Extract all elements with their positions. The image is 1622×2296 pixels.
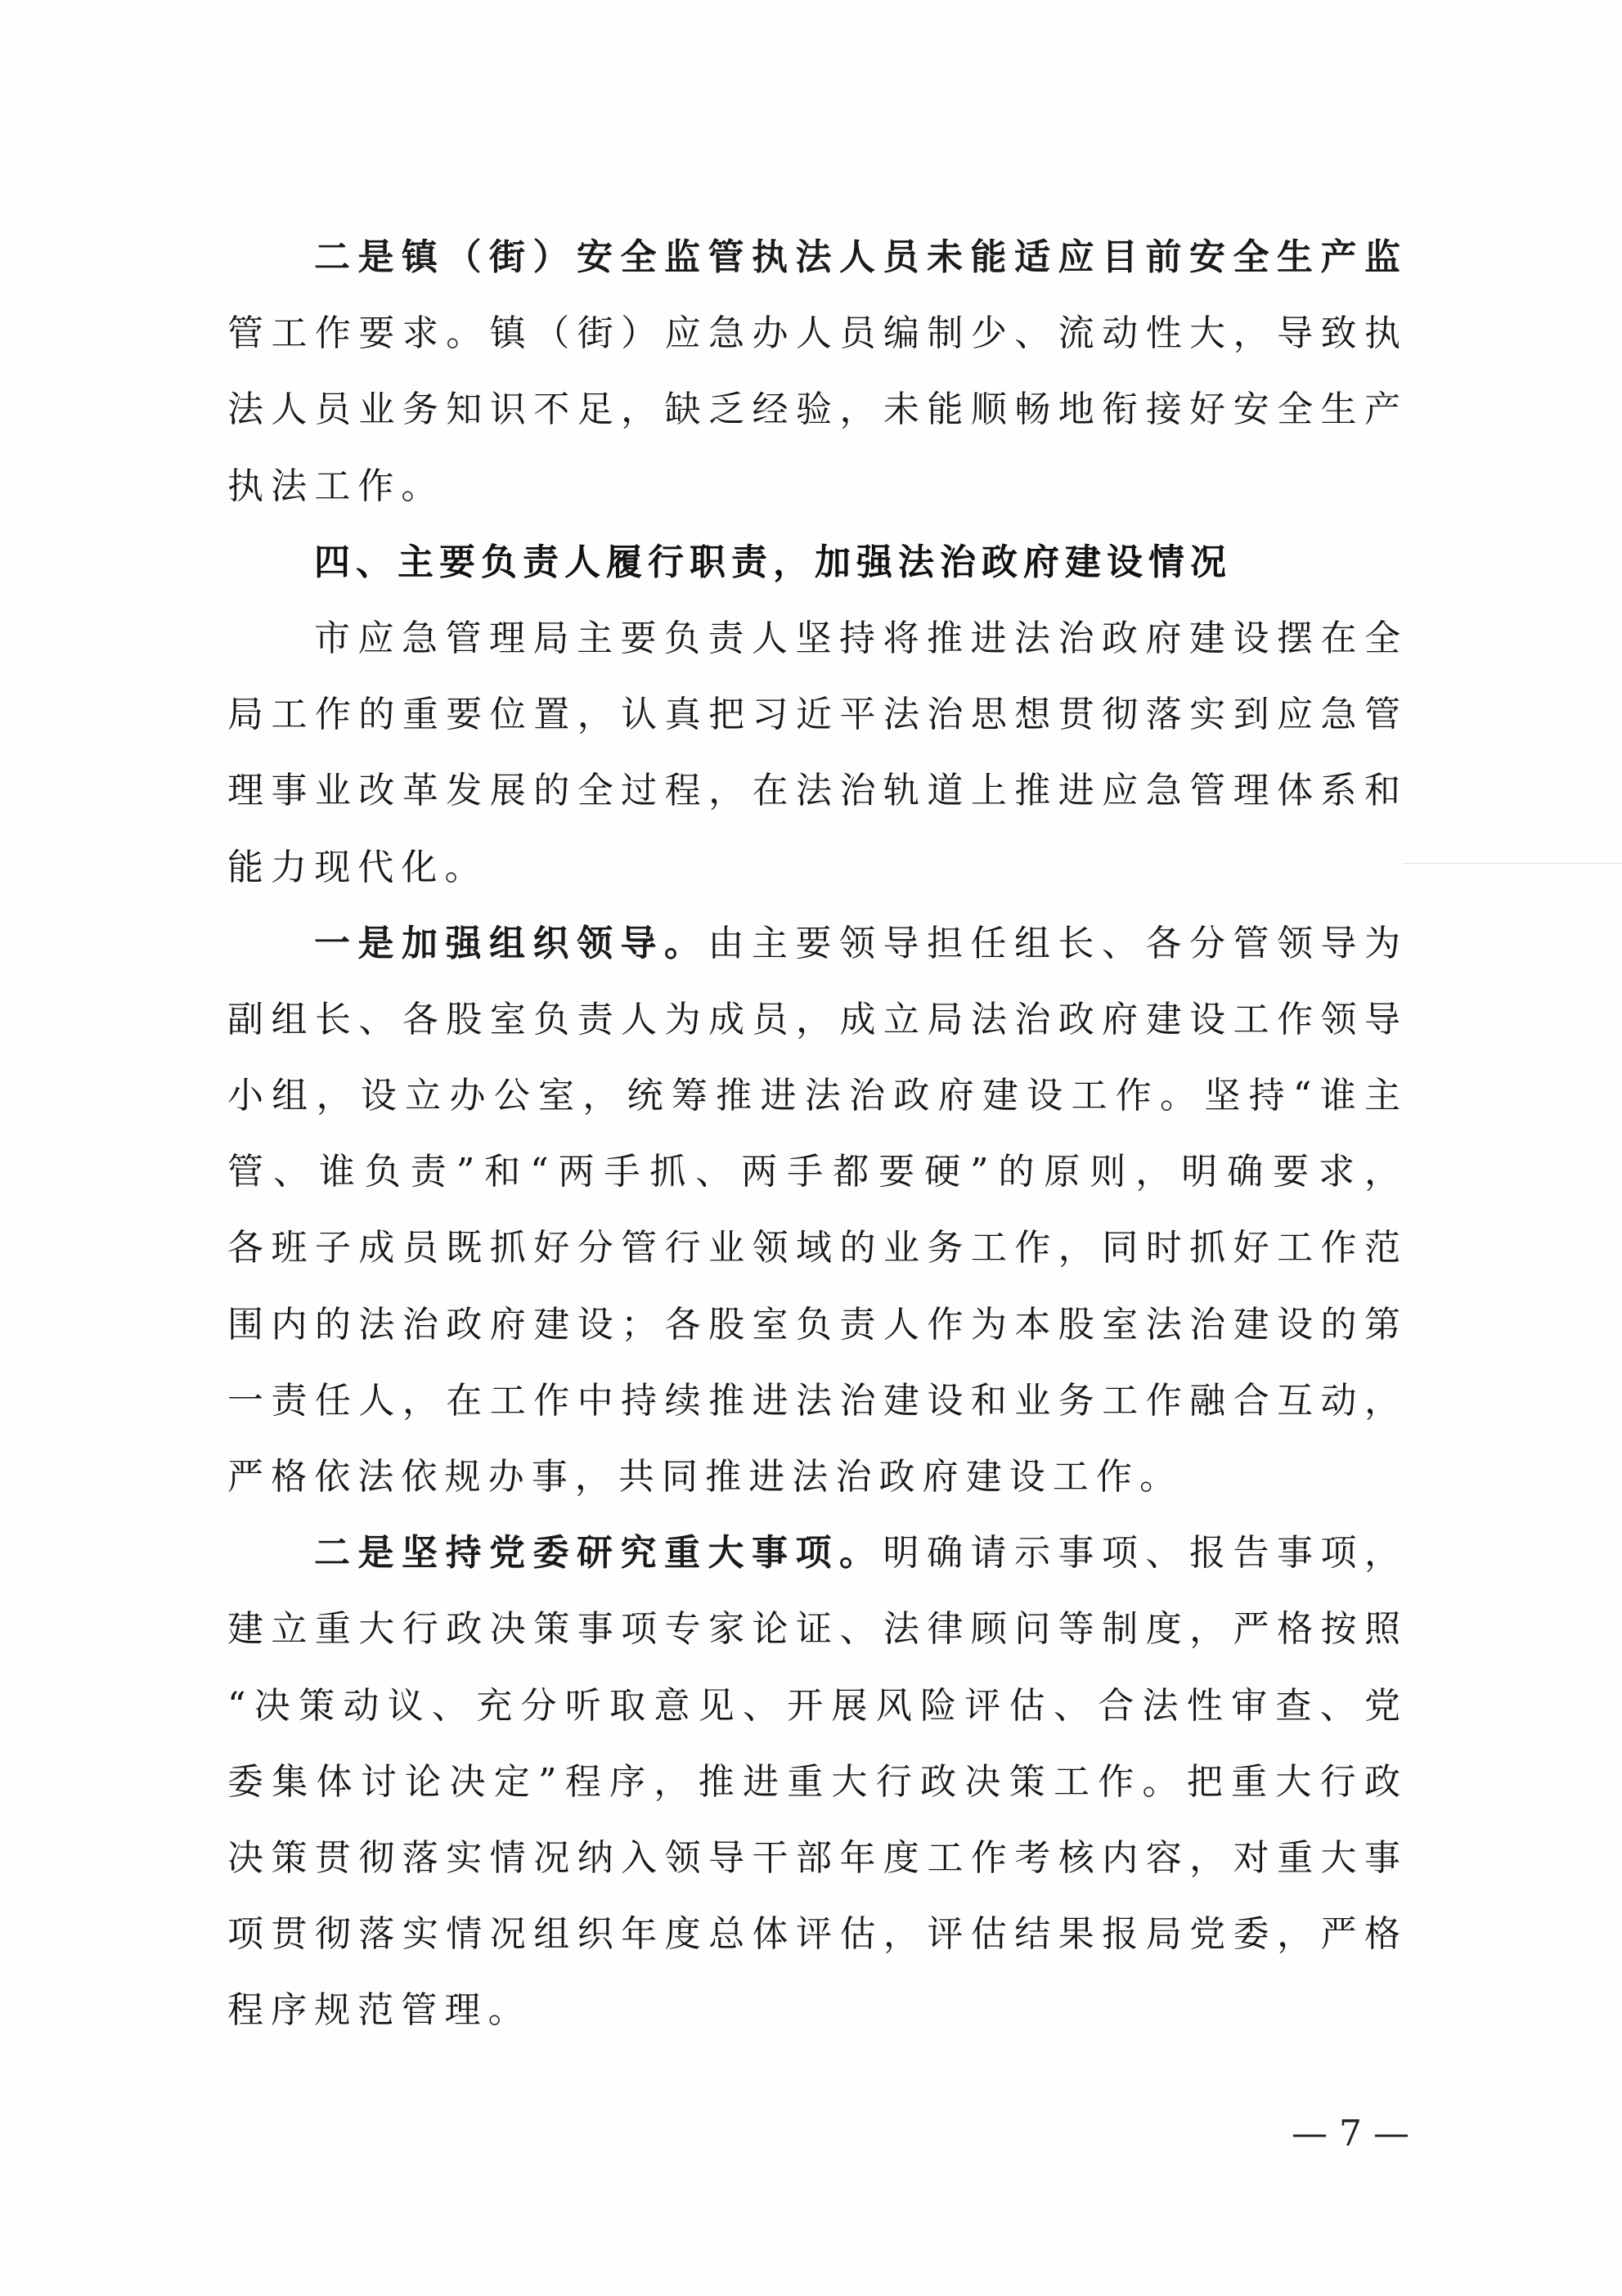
text-line: 理事业改革发展的全过程，在法治轨道上推进应急管理体系和 (227, 770, 1402, 812)
text-line: 项贯彻落实情况组织年度总体评估，评估结果报局党委，严格 (227, 1913, 1402, 1956)
paragraph-intro (227, 600, 1402, 905)
text-line: 市应急管理局主要负责人坚持将推进法治政府建设摆在全 (314, 617, 1402, 659)
section-heading: 四、主要负责人履行职责，加强法治政府建设情况 (314, 541, 1232, 583)
lead-phrase: 二是坚持党委研究重大事项。 (314, 1532, 883, 1575)
lead-phrase: 二是镇（街）安全监管执法人员未能适应目前安全生产监 (314, 236, 1402, 278)
text-line: 管、谁负责”和“两手抓、两手都要硬”的原则，明确要求， (227, 1151, 1402, 1193)
text-line: 一责任人，在工作中持续推进法治建设和业务工作融合互动， (227, 1379, 1402, 1422)
page-number: — 7 — (1292, 2113, 1409, 2154)
text-line: 建立重大行政决策事项专家论证、法律顾问等制度，严格按照 (227, 1608, 1402, 1651)
lead-phrase: 一是加强组织领导。 (314, 922, 708, 964)
text-line: 执法工作。 (227, 465, 445, 507)
text-line: 委集体讨论决定”程序，推进重大行政决策工作。把重大行政 (227, 1760, 1402, 1803)
text-line: 围内的法治政府建设；各股室负责人作为本股室法治建设的第 (227, 1303, 1402, 1346)
text-line: 副组长、各股室负责人为成员，成立局法治政府建设工作领导 (227, 998, 1402, 1040)
text-line: “决策动议、充分听取意见、开展风险评估、合法性审查、党 (227, 1684, 1402, 1727)
text-line: 一是加强组织领导。由主要领导担任组长、各分管领导为 (314, 922, 1402, 964)
text-line: 能力现代化。 (227, 846, 488, 888)
text-line: 决策贯彻落实情况纳入领导干部年度工作考核内容，对重大事 (227, 1836, 1402, 1879)
text-line: 二是坚持党委研究重大事项。明确请示事项、报告事项， (314, 1532, 1402, 1575)
paragraph-organizational-leadership (227, 905, 1402, 1516)
text-line: 各班子成员既抓好分管行业领域的业务工作，同时抓好工作范 (227, 1227, 1402, 1269)
paragraph-party-committee-decisions (227, 1515, 1402, 2048)
text-line: 局工作的重要位置，认真把习近平法治思想贯彻落实到应急管 (227, 694, 1402, 736)
text-line (227, 219, 1402, 295)
document-body (227, 219, 1402, 2049)
scan-artifact-line (1403, 863, 1622, 864)
text-line: 严格依法依规办事，共同推进法治政府建设工作。 (227, 1456, 1184, 1498)
text-line: 法人员业务知识不足，缺乏经验，未能顺畅地衔接好安全生产 (227, 389, 1402, 431)
text-line: 小组，设立办公室，统筹推进法治政府建设工作。坚持“谁主 (227, 1075, 1402, 1117)
text-line: 管工作要求。镇（街）应急办人员编制少、流动性大，导致执 (227, 312, 1402, 355)
text-line: 程序规范管理。 (227, 1989, 532, 2032)
paragraph-town-enforcement-staff (227, 219, 1402, 524)
